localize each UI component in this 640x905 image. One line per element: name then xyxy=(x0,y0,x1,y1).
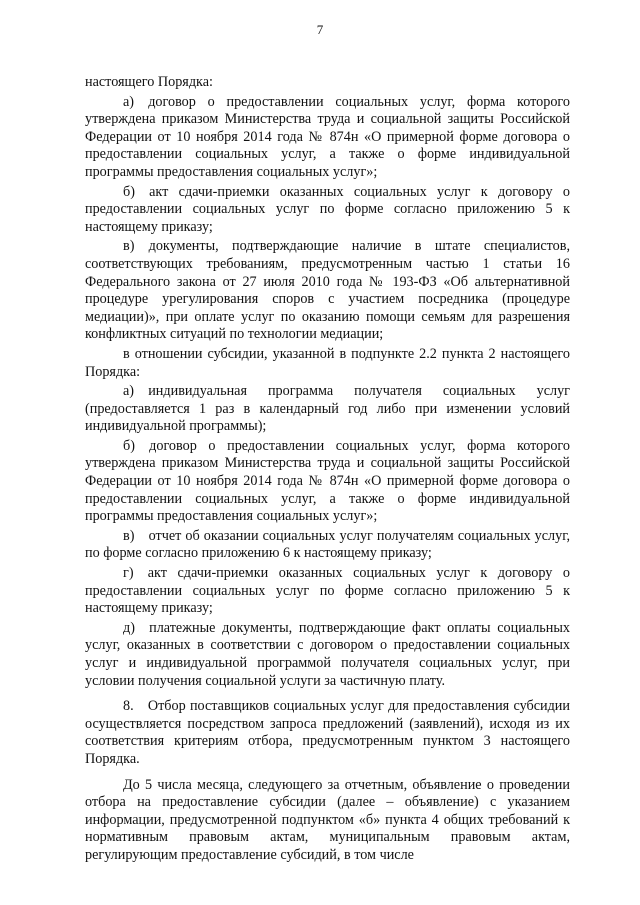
paragraph-item-b-2: б) договор о предоставлении социальных услуг, форма которого утверждена приказом Министерства труда и социальной защиты Российской Федерации от 10 ноября 2014 года № 874н «О примерной форме договора о предоставлении социальных услуг, а также о форме индивидуальной программы предоставления социальных услуг»; xyxy=(85,437,570,525)
paragraph-item-v: в) документы, подтверждающие наличие в штате специалистов, соответствующих требованиям, предусмотренным частью 1 статьи 16 Федерального закона от 27 июля 2010 года № 193-ФЗ «Об альтернативной процедуре урегулирования споров с участием посредника (процедуре медиации)», при оплате услуг по оказанию помощи семьям для разрешения конфликтных ситуаций по технологии медиации; xyxy=(85,238,570,343)
paragraph-item-a-2: а) индивидуальная программа получателя социальных услуг (предоставляется 1 раз в календарный год либо при изменении условий индивидуальной программы); xyxy=(85,383,570,435)
paragraph-subsidy-2-2: в отношении субсидии, указанной в подпункте 2.2 пункта 2 настоящего Порядка: xyxy=(85,345,570,380)
document-body xyxy=(85,74,570,867)
paragraph-intro: настоящего Порядка: xyxy=(85,74,213,90)
paragraph-item-v-2: в) отчет об оказании социальных услуг получателям социальных услуг, по форме согласно приложению 6 к настоящему приказу; xyxy=(85,527,570,562)
paragraph-announcement: До 5 числа месяца, следующего за отчетным, объявление о проведении отбора на предоставление субсидии (далее – объявление) с указанием информации, предусмотренной подпунктом «б» пункта 4 общих требований к нормативным правовым актам, муниципальным правовым актам, регулирующим предоставление субсидий, в том числе xyxy=(85,776,570,863)
paragraph-section-8: 8. Отбор поставщиков социальных услуг для предоставления субсидии осуществляется посредством запроса предложений (заявлений), исходя из их соответствия критериям отбора, предусмотренным пунктом 3 настоящего Порядка. xyxy=(85,698,570,767)
paragraph-item-b: б) акт сдачи-приемки оказанных социальных услуг к договору о предоставлении социальных услуг по форме согласно приложению 5 к настоящему приказу; xyxy=(85,183,570,235)
paragraph-item-g-2: г) акт сдачи-приемки оказанных социальных услуг к договору о предоставлении социальных услуг по форме согласно приложению 5 к настоящему приказу; xyxy=(85,565,570,617)
paragraph-item-d-2: д) платежные документы, подтверждающие факт оплаты социальных услуг, оказанных в соответствии с договором о предоставлении социальных услуг и индивидуальной программой получателя социальных услуг, при условии получения социальной услуги за частичную плату. xyxy=(85,619,570,689)
page-number: 7 xyxy=(316,22,324,37)
paragraph-item-a: а) договор о предоставлении социальных услуг, форма которого утверждена приказом Министерства труда и социальной защиты Российской Федерации от 10 ноября 2014 года № 874н «О примерной форме договора о предоставлении социальных услуг, а также о форме индивидуальной программы предоставления социальных услуг»; xyxy=(85,93,570,180)
